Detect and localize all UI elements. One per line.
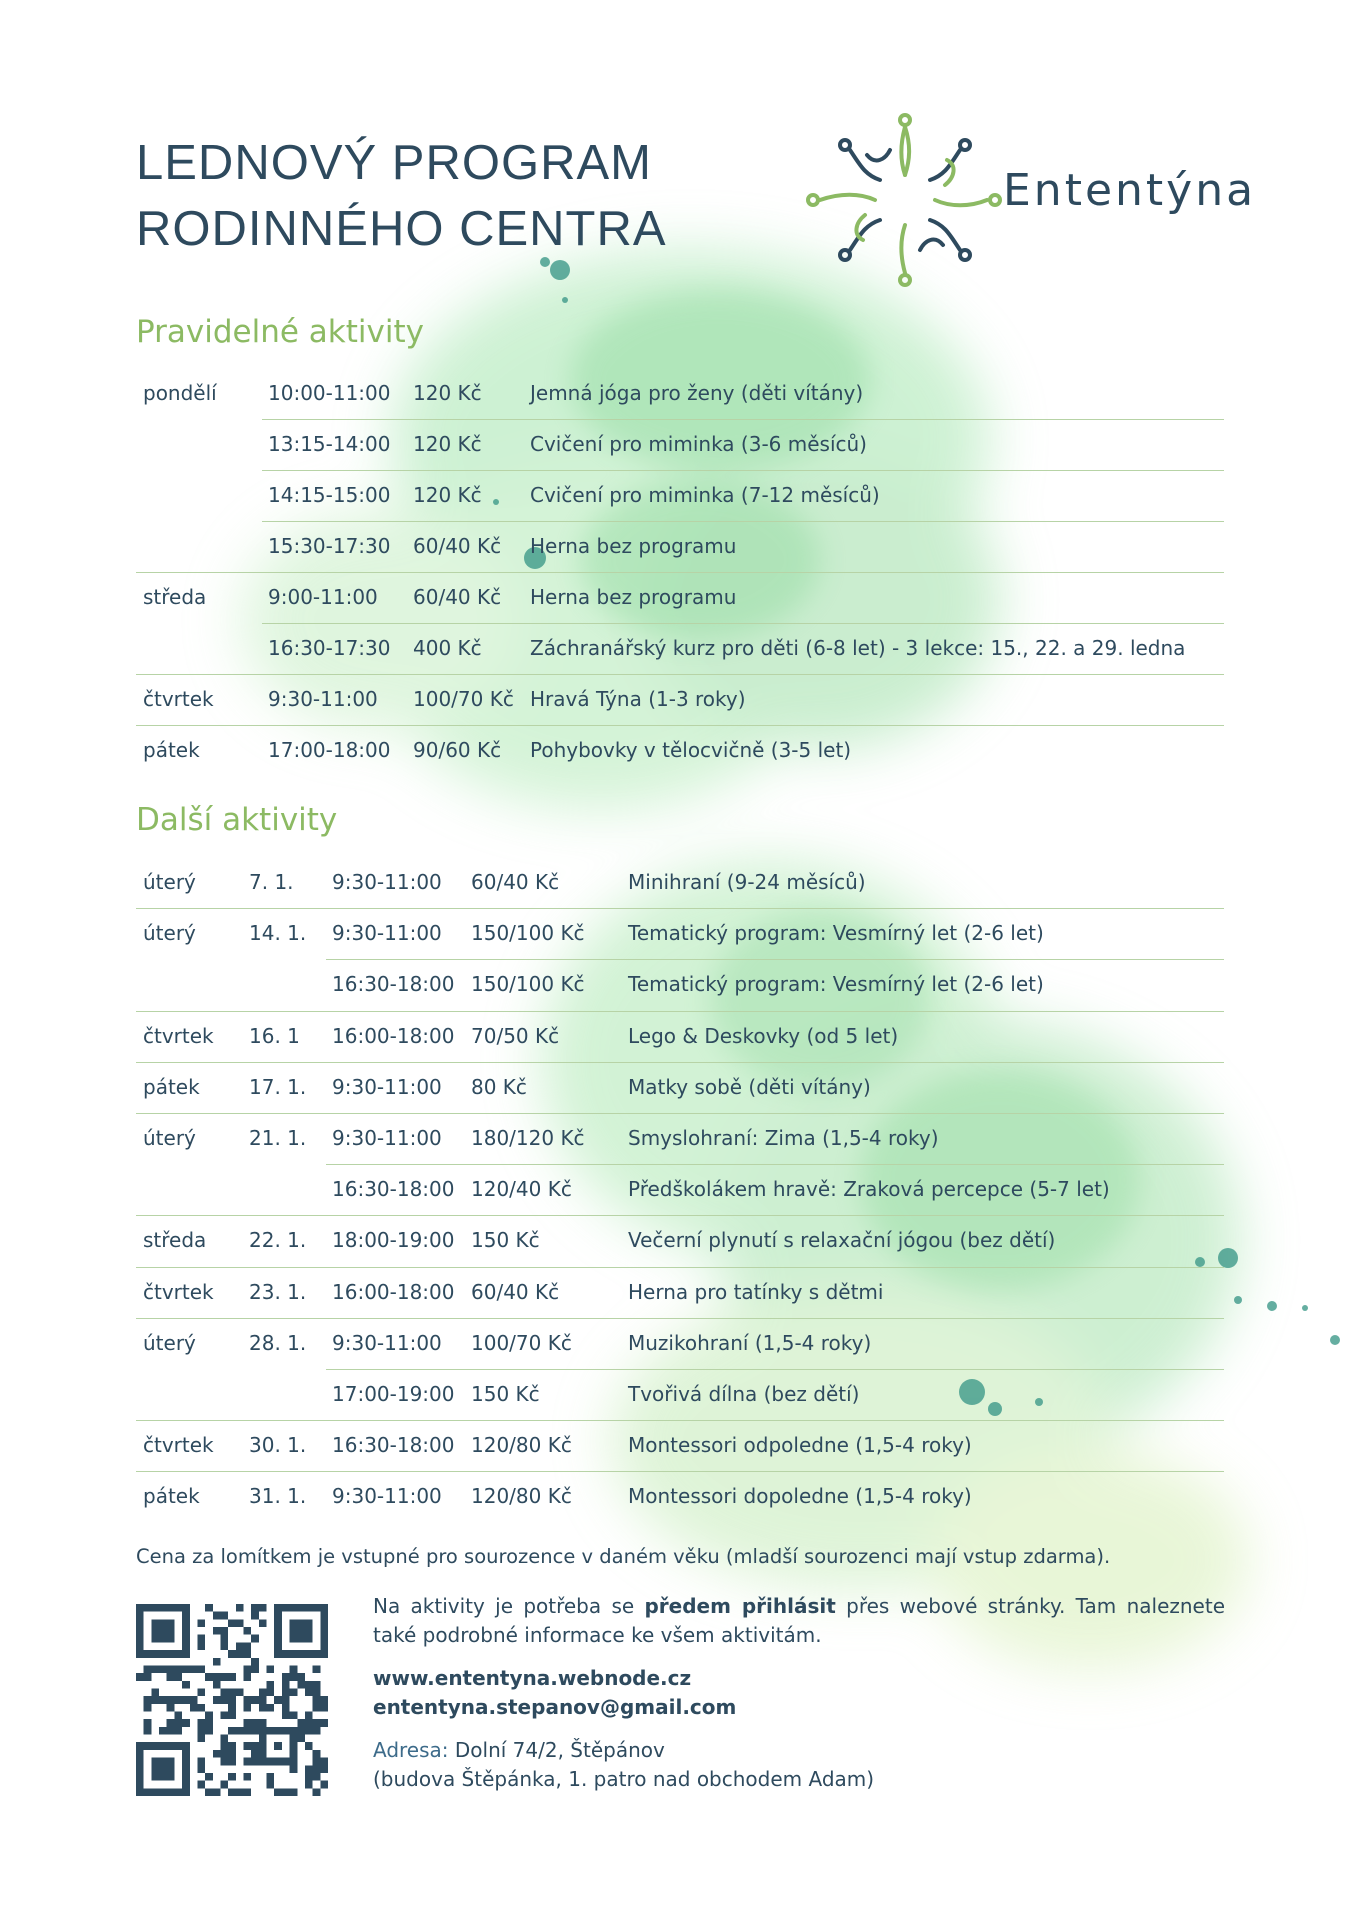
activity-cell: Lego & Deskovky (od 5 let) <box>628 1023 899 1048</box>
activity-cell: Záchranářský kurz pro děti (6-8 let) - 3 lekce: 15., 22. a 29. ledna <box>530 636 1186 660</box>
table-row <box>0 674 1357 725</box>
time-cell: 9:30-11:00 <box>332 870 442 894</box>
table-row <box>0 1369 1357 1420</box>
day-cell: středa <box>143 585 207 609</box>
table-row <box>0 857 1357 908</box>
price-cell: 120 Kč <box>413 432 482 456</box>
price-cell: 100/70 Kč <box>413 687 514 711</box>
price-cell: 400 Kč <box>413 636 482 660</box>
time-cell: 10:00-11:00 <box>268 381 391 405</box>
price-cell: 150/100 Kč <box>471 972 585 997</box>
activity-cell: Montessori odpoledne (1,5-4 roky) <box>628 1433 972 1458</box>
registration-emphasis: předem přihlásit <box>644 1594 836 1618</box>
table-row <box>0 521 1357 572</box>
price-cell: 90/60 Kč <box>413 738 502 762</box>
activity-cell: Smyslohraní: Zima (1,5-4 roky) <box>628 1126 939 1150</box>
date-cell: 31. 1. <box>249 1484 307 1509</box>
date-cell: 21. 1. <box>249 1126 307 1150</box>
day-cell: čtvrtek <box>143 1433 214 1458</box>
table-row <box>0 1062 1357 1113</box>
time-cell: 16:30-18:00 <box>332 972 455 997</box>
time-cell: 9:30-11:00 <box>332 1074 442 1099</box>
time-cell: 9:30-11:00 <box>332 1126 442 1150</box>
email-link[interactable]: ententyna.stepanov@gmail.com <box>373 1695 737 1719</box>
time-cell: 18:00-19:00 <box>332 1228 455 1253</box>
activity-cell: Večerní plynutí s relaxační jógou (bez dětí) <box>628 1228 1056 1253</box>
activity-cell: Tematický program: Vesmírný let (2-6 let) <box>628 921 1044 946</box>
time-cell: 16:30-18:00 <box>332 1177 455 1202</box>
table-row <box>0 1113 1357 1164</box>
price-cell: 100/70 Kč <box>471 1330 572 1355</box>
day-cell: čtvrtek <box>143 1279 214 1304</box>
activity-cell: Tvořivá dílna (bez dětí) <box>628 1382 860 1406</box>
price-cell: 120/80 Kč <box>471 1433 572 1458</box>
activity-cell: Minihraní (9-24 měsíců) <box>628 870 866 894</box>
table-row <box>0 1011 1357 1062</box>
date-cell: 7. 1. <box>249 870 294 894</box>
price-cell: 180/120 Kč <box>471 1126 585 1150</box>
price-cell: 80 Kč <box>471 1074 527 1099</box>
price-cell: 120 Kč <box>413 483 482 507</box>
regular-activities-heading: Pravidelné aktivity <box>136 314 424 350</box>
table-row <box>0 959 1357 1010</box>
registration-text: Na aktivity je potřeba se předem přihlásit přes webové stránky. Tam naleznete také podrobné informace ke všem aktivitám. <box>373 1594 1225 1647</box>
date-cell: 17. 1. <box>249 1074 307 1099</box>
day-cell: pátek <box>143 738 200 762</box>
address-label: Adresa: <box>373 1738 449 1762</box>
time-cell: 16:30-18:00 <box>332 1433 455 1458</box>
activity-cell: Muzikohraní (1,5-4 roky) <box>628 1330 872 1355</box>
time-cell: 9:00-11:00 <box>268 585 378 609</box>
contact-info <box>373 1592 1225 1794</box>
activity-cell: Herna bez programu <box>530 534 737 558</box>
website-link[interactable]: www.ententyna.webnode.cz <box>373 1666 692 1690</box>
address: Adresa: Dolní 74/2, Štěpánov <box>373 1738 665 1762</box>
day-cell: středa <box>143 1228 207 1253</box>
price-cell: 150 Kč <box>471 1382 540 1406</box>
price-cell: 120/40 Kč <box>471 1177 572 1202</box>
time-cell: 9:30-11:00 <box>332 921 442 946</box>
table-row <box>0 908 1357 959</box>
activity-cell: Předškolákem hravě: Zraková percepce (5-7 let) <box>628 1177 1110 1202</box>
date-cell: 23. 1. <box>249 1279 307 1304</box>
price-cell: 60/40 Kč <box>413 585 502 609</box>
price-cell: 150 Kč <box>471 1228 540 1253</box>
time-cell: 16:00-18:00 <box>332 1023 455 1048</box>
time-cell: 17:00-19:00 <box>332 1382 455 1406</box>
time-cell: 17:00-18:00 <box>268 738 391 762</box>
table-row <box>0 1471 1357 1522</box>
price-cell: 120 Kč <box>413 381 482 405</box>
day-cell: úterý <box>143 870 196 894</box>
activity-cell: Jemná jóga pro ženy (děti vítány) <box>530 381 864 405</box>
price-cell: 70/50 Kč <box>471 1023 560 1048</box>
day-cell: pátek <box>143 1484 200 1509</box>
table-row <box>0 1420 1357 1471</box>
day-cell: čtvrtek <box>143 1023 214 1048</box>
table-row <box>0 725 1357 776</box>
activity-cell: Montessori dopoledne (1,5-4 roky) <box>628 1484 972 1509</box>
time-cell: 9:30-11:00 <box>332 1484 442 1509</box>
day-cell: pondělí <box>143 381 217 405</box>
activity-cell: Herna bez programu <box>530 585 737 609</box>
price-cell: 60/40 Kč <box>471 870 560 894</box>
date-cell: 30. 1. <box>249 1433 307 1458</box>
other-activities-heading: Další aktivity <box>136 802 338 838</box>
table-row <box>0 1318 1357 1369</box>
price-cell: 60/40 Kč <box>413 534 502 558</box>
activity-cell: Tematický program: Vesmírný let (2-6 let) <box>628 972 1044 997</box>
date-cell: 28. 1. <box>249 1330 307 1355</box>
brand-name: Ententýna <box>1003 165 1257 216</box>
day-cell: pátek <box>143 1074 200 1099</box>
qr-code-icon <box>136 1604 328 1796</box>
page-title <box>136 130 667 262</box>
date-cell: 22. 1. <box>249 1228 307 1253</box>
time-cell: 9:30-11:00 <box>332 1330 442 1355</box>
date-cell: 16. 1 <box>249 1023 300 1048</box>
table-row <box>0 419 1357 470</box>
activity-cell: Pohybovky v tělocvičně (3-5 let) <box>530 738 852 762</box>
day-cell: úterý <box>143 921 196 946</box>
time-cell: 16:30-17:30 <box>268 636 391 660</box>
title-line-2: RODINNÉHO CENTRA <box>136 202 667 256</box>
time-cell: 16:00-18:00 <box>332 1279 455 1304</box>
activity-cell: Hravá Týna (1-3 roky) <box>530 687 746 711</box>
table-row <box>0 470 1357 521</box>
activity-cell: Matky sobě (děti vítány) <box>628 1074 871 1099</box>
time-cell: 9:30-11:00 <box>268 687 378 711</box>
time-cell: 13:15-14:00 <box>268 432 391 456</box>
title-line-1: LEDNOVÝ PROGRAM <box>136 136 652 190</box>
activity-cell: Herna pro tatínky s dětmi <box>628 1279 884 1304</box>
price-cell: 120/80 Kč <box>471 1484 572 1509</box>
table-row <box>0 572 1357 623</box>
day-cell: čtvrtek <box>143 687 214 711</box>
table-row <box>0 1267 1357 1318</box>
sibling-price-note: Cena za lomítkem je vstupné pro sourozence v daném věku (mladší sourozenci mají vstup zdarma). <box>136 1545 1111 1568</box>
table-row <box>0 1164 1357 1215</box>
address-detail: (budova Štěpánka, 1. patro nad obchodem Adam) <box>373 1767 875 1791</box>
activity-cell: Cvičení pro miminka (3-6 měsíců) <box>530 432 867 456</box>
price-cell: 150/100 Kč <box>471 921 585 946</box>
date-cell: 14. 1. <box>249 921 307 946</box>
time-cell: 15:30-17:30 <box>268 534 391 558</box>
activity-cell: Cvičení pro miminka (7-12 měsíců) <box>530 483 880 507</box>
price-cell: 60/40 Kč <box>471 1279 560 1304</box>
day-cell: úterý <box>143 1330 196 1355</box>
table-row <box>0 1215 1357 1266</box>
day-cell: úterý <box>143 1126 196 1150</box>
time-cell: 14:15-15:00 <box>268 483 391 507</box>
table-row <box>0 368 1357 419</box>
table-row <box>0 623 1357 674</box>
